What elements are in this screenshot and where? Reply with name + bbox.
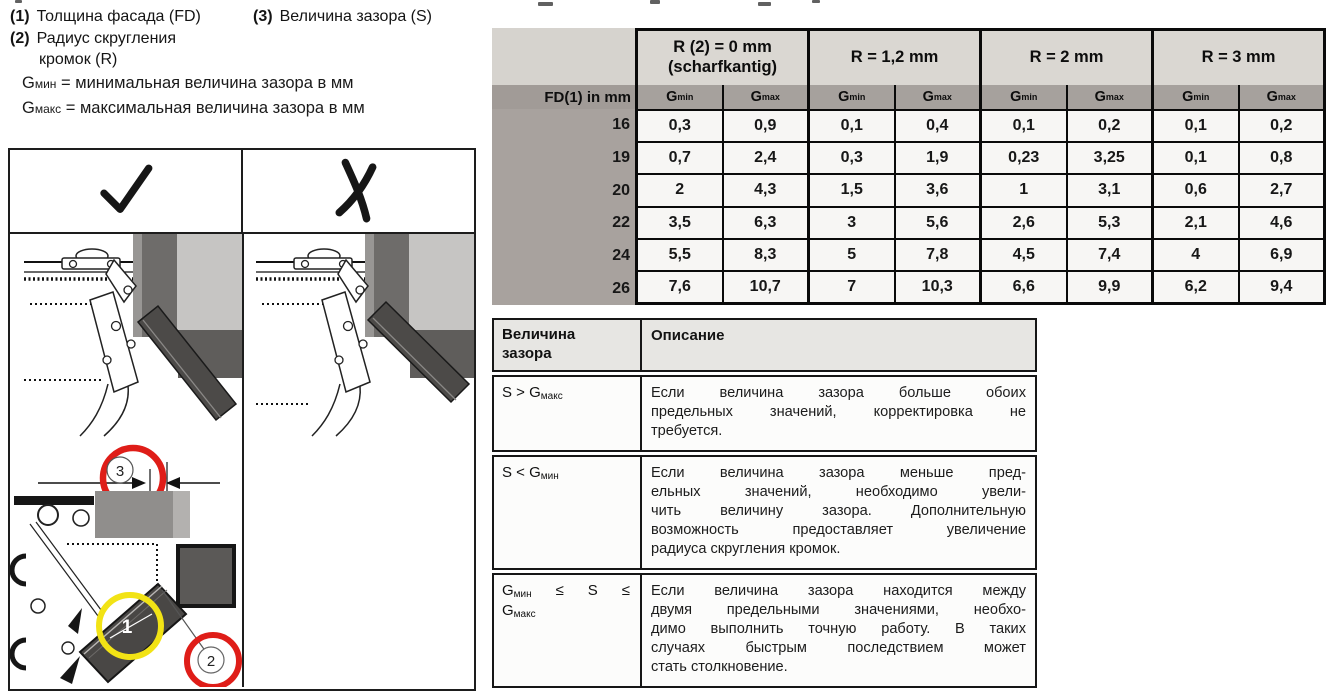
- fd-subheader-row: [982, 85, 1151, 111]
- fd-group-header: R = 3 mm: [1154, 31, 1323, 85]
- fd-value-cell: 9,9: [1066, 272, 1152, 302]
- fd-row: [982, 173, 1151, 205]
- fd-row: [810, 238, 979, 270]
- gap-desc-line: ельных значений, необходимо увели-: [651, 483, 1026, 500]
- comparison-diagram: [8, 148, 476, 691]
- legend-number: (3): [253, 8, 273, 25]
- fd-row-label: 26: [612, 279, 630, 297]
- fd-value-cell: 4,5: [1012, 245, 1035, 263]
- fd-row: [638, 173, 807, 205]
- gap-row-less: [492, 455, 1037, 570]
- callout-radius-number: 2: [206, 653, 216, 670]
- gmin-header: G min: [666, 89, 694, 105]
- fd-label-column: [492, 28, 635, 305]
- fd-row: [638, 141, 807, 173]
- hinge-section-incorrect: [244, 234, 474, 687]
- fd-value-cell: 10,3: [894, 272, 980, 302]
- fd-row: [810, 141, 979, 173]
- gap-term: $S > G_{макс}$: [502, 383, 563, 402]
- fd-value-cell: 0,9: [722, 111, 808, 141]
- fd-row: [1154, 111, 1323, 141]
- fd-row-label: 22: [612, 214, 630, 232]
- scan-artifact: [538, 2, 553, 6]
- legend-number: (1): [10, 8, 30, 25]
- fd-subheader-row: [638, 85, 807, 111]
- fd-value-cell: 5: [847, 245, 857, 263]
- gmax-header: G max: [722, 85, 808, 109]
- fd-value-cell: 2,4: [722, 143, 808, 173]
- gap-desc-line: двумя предельными значениями, необхо-: [651, 601, 1026, 618]
- fd-row: [638, 206, 807, 238]
- fd-value-cell: 0,1: [1184, 149, 1207, 167]
- fd-value-cell: 0,2: [1238, 111, 1324, 141]
- fd-value-cell: 0,4: [894, 111, 980, 141]
- scan-artifact: [812, 0, 820, 3]
- fd-value-cell: 6,6: [1012, 277, 1035, 295]
- gap-row-between: [492, 573, 1037, 688]
- fd-value-cell: 2: [675, 181, 685, 199]
- gap-desc-line: чить величину зазора. Дополнительную: [651, 502, 1026, 519]
- fd-row: [810, 173, 979, 205]
- fd-group-r3: [1151, 28, 1326, 305]
- fd-row: [638, 238, 807, 270]
- check-icon: [87, 158, 165, 224]
- fd-value-cell: 8,3: [722, 240, 808, 270]
- legend-item-gap-size: [253, 8, 432, 26]
- fd-value-cell: 6,2: [1184, 277, 1207, 295]
- scan-artifact: [758, 2, 771, 6]
- fd-row: [1154, 206, 1323, 238]
- fd-value-cell: 6,9: [1238, 240, 1324, 270]
- gap-desc-line: возможность предоставляет увеличение: [651, 521, 1026, 538]
- gap-desc-line: случаях быстрым последствием может: [651, 639, 1026, 656]
- fd-group-r2: [979, 28, 1154, 305]
- hinge-section-correct: [10, 234, 242, 687]
- gmax-definition: Gмакс = максимальная величина зазора в мм: [22, 99, 365, 117]
- fd-value-cell: 1: [1019, 181, 1029, 199]
- fd-group-body: [982, 111, 1151, 302]
- legend-number: (2): [10, 30, 30, 47]
- fd-row: [982, 206, 1151, 238]
- legend-label: Толщина фасада (FD): [36, 8, 201, 25]
- fd-value-cell: 3,1: [1066, 175, 1152, 205]
- fd-row: [810, 270, 979, 302]
- fd-row-label: 19: [612, 149, 630, 166]
- fd-group-header: R = 2 mm: [982, 31, 1151, 85]
- fd-gap-table: [492, 28, 1326, 305]
- fd-value-cell: 7,8: [894, 240, 980, 270]
- fd-value-cell: 9,4: [1238, 272, 1324, 302]
- callout-gap-number: 3: [115, 463, 125, 480]
- gap-table-header: [492, 318, 1037, 372]
- gap-desc-line: Если величина зазора меньше пред-: [651, 464, 1026, 481]
- diagram-correct: [10, 234, 242, 687]
- legend-label: кромок (R): [39, 51, 118, 68]
- fd-row: [1154, 238, 1323, 270]
- fd-row-label: 24: [612, 247, 630, 265]
- gap-desc-line: предельных значений, корректировка не: [651, 403, 1026, 420]
- fd-value-cell: 2,1: [1184, 213, 1207, 231]
- scan-artifact: [650, 0, 660, 4]
- fd-value-cell: 2,7: [1238, 175, 1324, 205]
- gap-desc-line: радиуса скругления кромок.: [651, 540, 841, 557]
- fd-row-label: 16: [612, 116, 630, 134]
- fd-value-cell: 0,6: [1184, 181, 1207, 199]
- legend-item-facade-thickness: [10, 8, 201, 26]
- gap-desc: [640, 457, 1035, 568]
- fd-value-cell: 3: [847, 213, 857, 231]
- fd-value-cell: 0,7: [668, 149, 691, 167]
- legend-label: Величина зазора (S): [279, 8, 433, 25]
- gap-desc: [640, 575, 1035, 686]
- fd-row: [982, 141, 1151, 173]
- fd-value-cell: 0,1: [1012, 117, 1035, 135]
- fd-value-cell: 1,9: [894, 143, 980, 173]
- gmin-header: G min: [1182, 89, 1210, 105]
- fd-value-cell: 2,6: [1012, 213, 1035, 231]
- fd-value-cell: 5,6: [894, 208, 980, 238]
- legend-label: Радиус скругления: [36, 30, 177, 47]
- gap-header-description: Описание: [640, 320, 1035, 370]
- diagram-body: [10, 234, 474, 687]
- fd-value-cell: 4,3: [722, 175, 808, 205]
- scan-artifact: [15, 0, 22, 3]
- gmin-header: G min: [838, 89, 866, 105]
- gap-header-term: Величина зазора: [502, 326, 576, 362]
- fd-group-r0: [635, 28, 810, 305]
- gmax-header: G max: [894, 85, 980, 109]
- fd-corner-cell: [492, 28, 635, 85]
- gmin-header: G min: [1010, 89, 1038, 105]
- gap-term: $S < G_{мин}$: [502, 463, 559, 482]
- fd-row: [810, 111, 979, 141]
- gap-row-greater: [492, 375, 1037, 452]
- fd-row: [982, 238, 1151, 270]
- fd-value-cell: 1,5: [840, 181, 863, 199]
- fd-subheader-row: [810, 85, 979, 111]
- diagram-incorrect: [242, 234, 474, 687]
- gap-desc: [640, 377, 1035, 450]
- fd-row-labels: [492, 109, 635, 305]
- fd-value-cell: 0,1: [1184, 117, 1207, 135]
- crossed-check-icon: [320, 155, 398, 227]
- fd-corner-label: FD(1) in mm: [492, 85, 635, 109]
- fd-value-cell: 10,7: [722, 272, 808, 302]
- fd-subheader-row: [1154, 85, 1323, 111]
- fd-row: [1154, 173, 1323, 205]
- fd-value-cell: 7: [847, 277, 857, 295]
- fd-group-header: R = 1,2 mm: [810, 31, 979, 85]
- fd-group-body: [638, 111, 807, 302]
- gap-desc-line: стать столкновение.: [651, 658, 788, 675]
- fd-value-cell: 0,8: [1238, 143, 1324, 173]
- fd-row: [1154, 141, 1323, 173]
- callout-facade-number: 1: [121, 617, 133, 638]
- fd-value-cell: 6,3: [722, 208, 808, 238]
- fd-value-cell: 0,1: [840, 117, 863, 135]
- incorrect-cell: [241, 150, 474, 232]
- fd-row-label: 20: [612, 181, 630, 199]
- gap-desc-line: димо выполнить точную работу. В таких: [651, 620, 1026, 637]
- fd-value-cell: 3,25: [1066, 143, 1152, 173]
- fd-value-cell: 5,3: [1066, 208, 1152, 238]
- gap-desc-line: Если величина зазора больше обоих: [651, 384, 1026, 401]
- fd-group-r12: [807, 28, 982, 305]
- gap-desc-line: Если величина зазора находится между: [651, 582, 1026, 599]
- fd-value-cell: 5,5: [668, 245, 691, 263]
- fd-row: [638, 270, 807, 302]
- fd-value-cell: 4: [1191, 245, 1201, 263]
- fd-value-cell: 0,3: [840, 149, 863, 167]
- gmax-header: G max: [1066, 85, 1152, 109]
- fd-value-cell: 7,4: [1066, 240, 1152, 270]
- fd-value-cell: 3,5: [668, 213, 691, 231]
- correct-cell: [10, 150, 241, 232]
- fd-row: [810, 206, 979, 238]
- fd-value-cell: 7,6: [668, 277, 691, 295]
- fd-group-header: R (2) = 0 mm (scharfkantig): [638, 31, 807, 85]
- fd-group-body: [810, 111, 979, 302]
- fd-row: [982, 111, 1151, 141]
- gap-desc-line: требуется.: [651, 422, 723, 439]
- fd-value-cell: 0,2: [1066, 111, 1152, 141]
- fd-value-cell: 3,6: [894, 175, 980, 205]
- fd-value-cell: 0,3: [668, 117, 691, 135]
- gmin-definition: Gмин = минимальная величина зазора в мм: [22, 74, 354, 92]
- fd-group-body: [1154, 111, 1323, 302]
- fd-row: [982, 270, 1151, 302]
- fd-value-cell: 0,23: [1008, 149, 1040, 167]
- fd-row: [1154, 270, 1323, 302]
- gap-description-table: [492, 318, 1037, 688]
- gmax-header: G max: [1238, 85, 1324, 109]
- diagram-verdict-row: [10, 150, 474, 234]
- legend-item-edge-radius-line2: [39, 51, 117, 69]
- fd-value-cell: 4,6: [1238, 208, 1324, 238]
- fd-row: [638, 111, 807, 141]
- legend-item-edge-radius: [10, 30, 176, 48]
- gap-term: $G_{мин}$ ≤ S ≤ $G_{макс}$: [502, 581, 630, 620]
